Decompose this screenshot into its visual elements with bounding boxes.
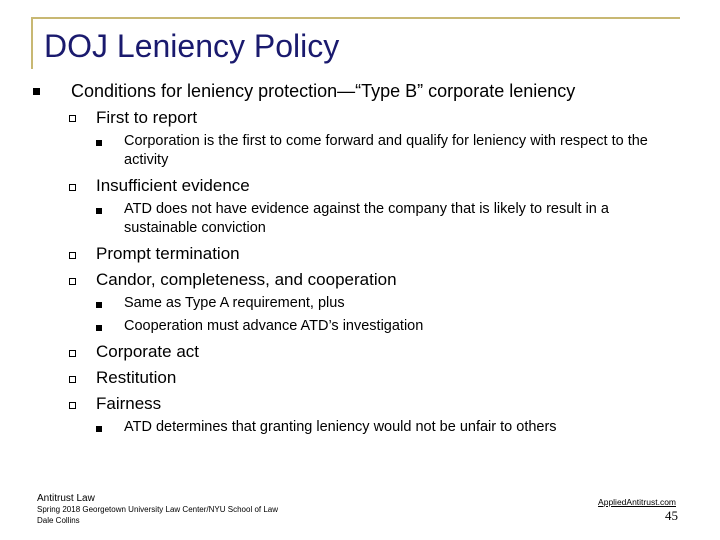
footer-author: Dale Collins (37, 516, 80, 525)
hollow-square-bullet-icon (69, 376, 76, 383)
footer-website-link[interactable]: AppliedAntitrust.com (598, 497, 676, 507)
hollow-square-bullet-icon (69, 350, 76, 357)
square-bullet-icon (96, 426, 102, 432)
footer-term: Spring 2018 Georgetown University Law Center/NYU School of Law (37, 505, 279, 514)
hollow-square-bullet-icon (69, 115, 76, 122)
footer-credits (37, 493, 278, 526)
bullet-main: Conditions for leniency protection—“Type B” corporate leniency (71, 81, 576, 101)
bullet-fairness-detail: ATD determines that granting leniency would not be unfair to others (124, 419, 557, 435)
hollow-square-bullet-icon (69, 252, 76, 259)
bullet-insufficient-evidence-detail: ATD does not have evidence against the company that is likely to result in a sustainable conviction (124, 201, 609, 236)
square-bullet-icon (96, 208, 102, 214)
footer-course: Antitrust Law (37, 493, 95, 504)
bullet-first-to-report-detail: Corporation is the first to come forward and qualify for leniency with respect to the activity (124, 133, 648, 168)
bullet-insufficient-evidence: Insufficient evidence (96, 176, 250, 195)
bullet-prompt-termination: Prompt termination (96, 244, 240, 263)
bullet-candor-detail-2: Cooperation must advance ATD’s investigation (124, 318, 424, 334)
frame-top-rule (31, 17, 680, 19)
bullet-candor: Candor, completeness, and cooperation (96, 270, 397, 289)
square-bullet-icon (96, 302, 102, 308)
bullet-restitution: Restitution (96, 368, 177, 387)
frame-left-rule (31, 17, 33, 69)
hollow-square-bullet-icon (69, 184, 76, 191)
bullet-candor-detail-1: Same as Type A requirement, plus (124, 295, 345, 311)
bullet-fairness: Fairness (96, 394, 162, 413)
bullet-first-to-report: First to report (96, 108, 198, 127)
slide-title: DOJ Leniency Policy (44, 28, 340, 64)
square-bullet-icon (96, 325, 102, 331)
page-number: 45 (665, 508, 678, 523)
hollow-square-bullet-icon (69, 278, 76, 285)
square-bullet-icon (96, 140, 102, 146)
hollow-square-bullet-icon (69, 402, 76, 409)
bullet-corporate-act: Corporate act (96, 342, 199, 361)
square-bullet-icon (33, 88, 40, 95)
